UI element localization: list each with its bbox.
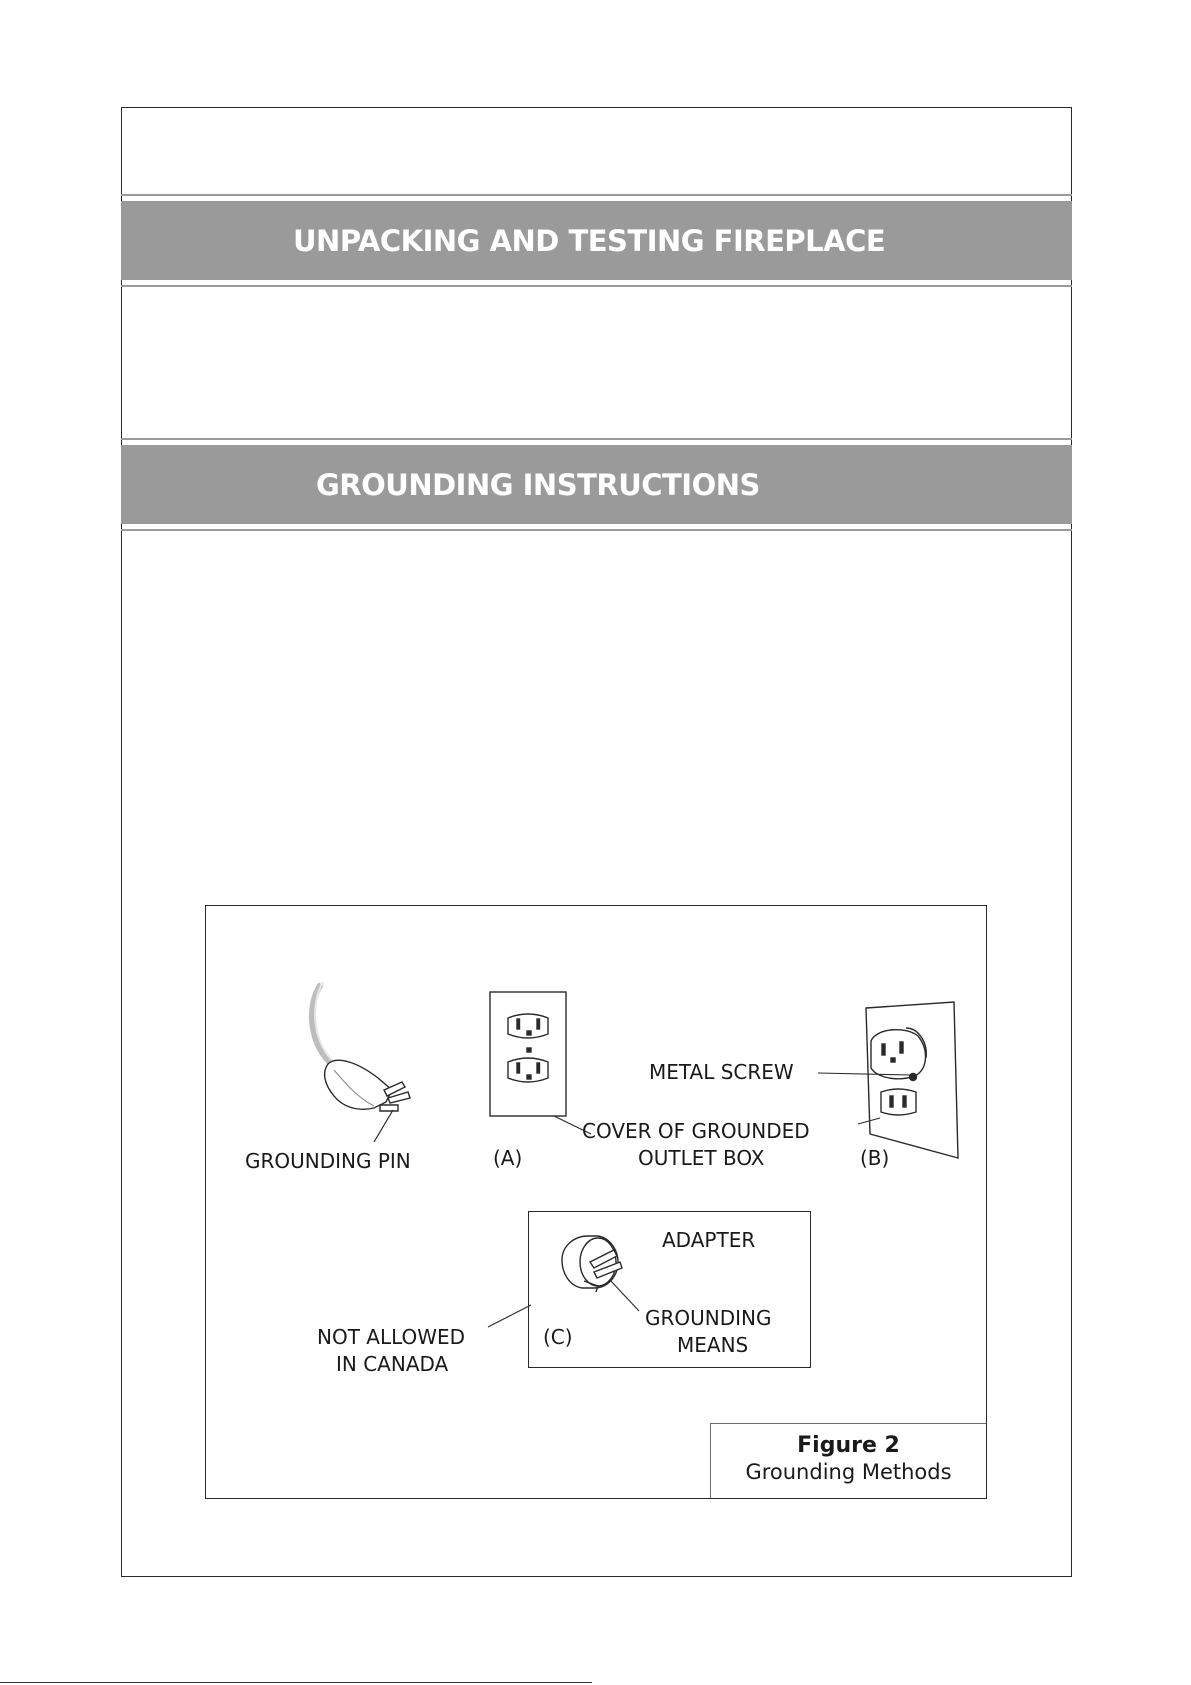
figure-title: Grounding Methods (745, 1460, 952, 1484)
section-header-unpacking (121, 201, 1072, 280)
figure-caption (710, 1423, 986, 1498)
label-metal-screw: METAL SCREW (649, 1060, 794, 1084)
duplex-outlet-icon (490, 992, 591, 1134)
section-header-grounding (121, 445, 1072, 524)
label-not-allowed-line2: IN CANADA (336, 1352, 449, 1376)
outlet-cover-icon (818, 1002, 958, 1158)
label-adapter: ADAPTER (662, 1228, 756, 1252)
label-outlet-b: (B) (860, 1146, 890, 1170)
grounding-diagram (206, 906, 986, 1498)
grounding-figure (205, 905, 987, 1499)
section-title-grounding: GROUNDING INSTRUCTIONS (316, 467, 760, 502)
label-grounding-means-line1: GROUNDING (645, 1306, 772, 1330)
label-grounding-means-line2: MEANS (677, 1333, 749, 1357)
label-outlet-a: (A) (493, 1146, 523, 1170)
section-title-unpacking: UNPACKING AND TESTING FIREPLACE (293, 223, 886, 258)
label-cover-line1: COVER OF GROUNDED (582, 1119, 810, 1143)
figure-number: Figure 2 (797, 1433, 900, 1458)
three-prong-plug-icon (312, 982, 410, 1142)
label-cover-line2: OUTLET BOX (638, 1146, 765, 1170)
footer-rule (0, 1682, 592, 1683)
label-grounding-pin: GROUNDING PIN (245, 1149, 411, 1173)
label-outlet-c: (C) (543, 1325, 573, 1349)
label-not-allowed-line1: NOT ALLOWED (317, 1325, 466, 1349)
